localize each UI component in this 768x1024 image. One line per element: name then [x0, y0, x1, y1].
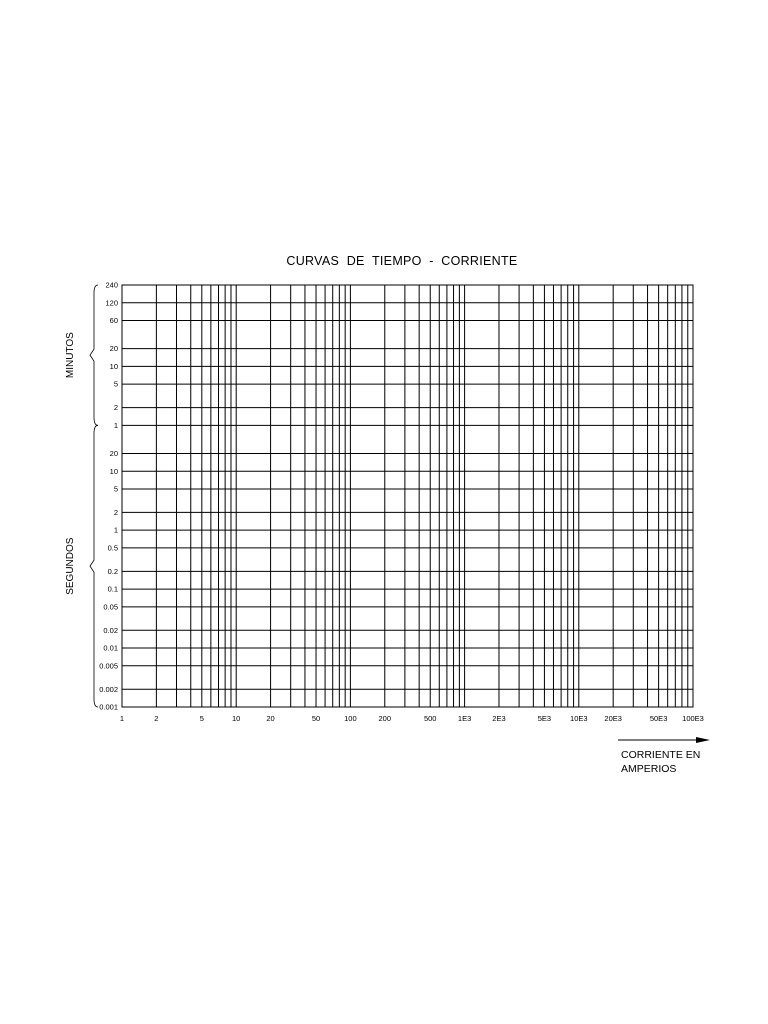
y-group-brace: [90, 425, 98, 707]
y-tick-label: 0.5: [107, 543, 118, 553]
x-tick-label: 1E3: [457, 714, 472, 723]
x-tick-label: 2: [154, 714, 159, 723]
y-group-label: SEGUNDOS: [65, 537, 76, 595]
x-tick-labels: [120, 714, 704, 723]
x-label-line-2: AMPERIOS: [621, 763, 677, 775]
y-tick-label: 0.1: [107, 584, 118, 594]
horizontal-gridlines: [122, 303, 693, 690]
y-tick-label: 0.02: [103, 625, 118, 635]
y-tick-label: 0.01: [103, 643, 118, 653]
y-tick-label: 0.005: [99, 661, 118, 671]
y-tick-label: 20: [109, 449, 118, 459]
x-tick-label: 20: [266, 714, 275, 723]
y-tick-label: 1: [113, 525, 118, 535]
x-tick-label: 2E3: [492, 714, 506, 723]
x-direction-arrowhead: [696, 737, 710, 743]
chart-title: CURVAS DE TIEMPO - CORRIENTE: [286, 254, 518, 268]
y-tick-label: 60: [109, 316, 118, 326]
y-tick-label: 5: [113, 484, 118, 494]
x-tick-label: 10: [232, 714, 241, 723]
y-tick-label: 120: [105, 298, 118, 308]
y-tick-label: 0.002: [99, 684, 118, 694]
y-tick-label: 20: [109, 344, 118, 354]
y-tick-label: 0.05: [103, 602, 118, 612]
y-tick-labels: [99, 281, 118, 712]
y-tick-label: 0.2: [107, 566, 118, 576]
x-tick-label: 5E3: [537, 714, 552, 723]
y-tick-label: 2: [113, 507, 118, 517]
x-tick-label: 20E3: [604, 714, 622, 723]
y-tick-label: 1: [113, 420, 118, 430]
x-label-line-1: CORRIENTE EN: [621, 749, 701, 761]
y-group-labels: [65, 285, 98, 707]
x-tick-label: 1: [119, 714, 125, 723]
x-tick-label: 100: [344, 714, 357, 723]
y-group-label: MINUTOS: [65, 332, 76, 379]
y-group-brace: [90, 285, 98, 425]
x-tick-label: 5: [199, 714, 204, 723]
y-tick-label: 5: [113, 379, 118, 389]
y-tick-label: 2: [113, 403, 118, 413]
x-axis-label: [618, 737, 710, 775]
x-tick-label: 100E3: [682, 714, 704, 723]
x-tick-label: 500: [423, 714, 437, 723]
x-tick-label: 50E3: [649, 714, 668, 723]
y-tick-label: 10: [109, 466, 118, 476]
y-tick-label: 240: [105, 280, 118, 290]
y-tick-label: 0.001: [99, 702, 118, 712]
x-tick-label: 50: [311, 714, 321, 723]
x-tick-label: 200: [378, 714, 392, 723]
x-tick-label: 10E3: [570, 714, 588, 723]
y-tick-label: 10: [109, 361, 118, 371]
